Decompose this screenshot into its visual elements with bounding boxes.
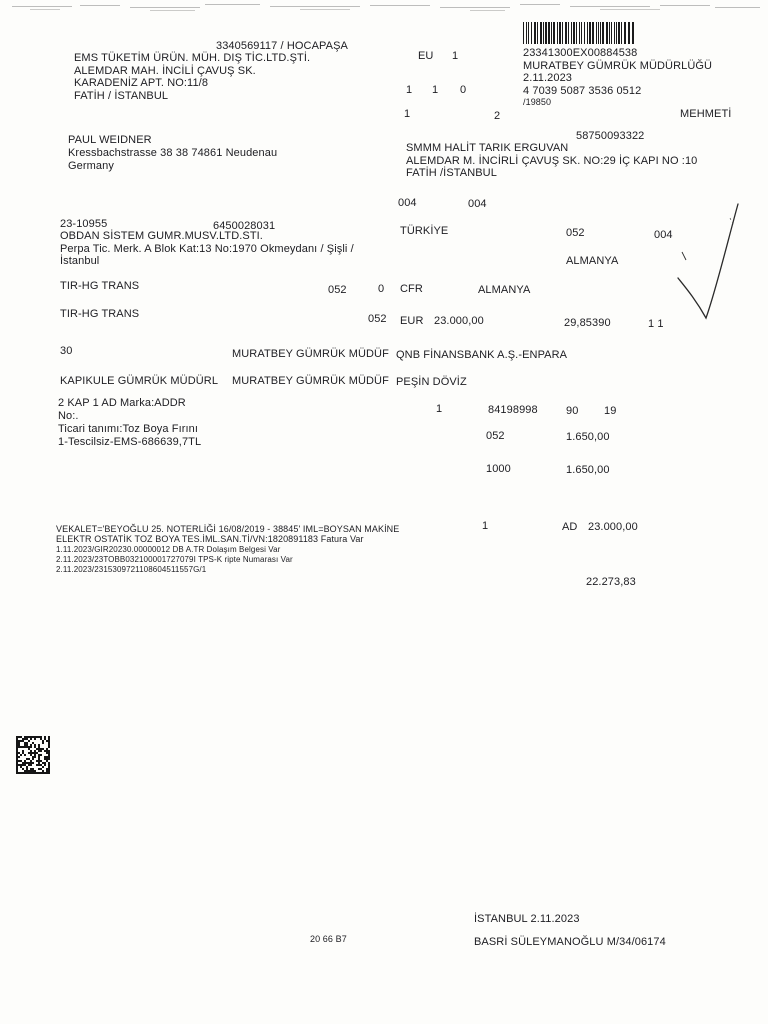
declarant-name: SMMM HALİT TARIK ERGUVAN [406,142,569,154]
goods-number: No:. [58,410,79,422]
item-value: 23.000,00 [588,521,638,533]
transport-identity-2: TIR-HG TRANS [60,308,140,320]
representative-address-2: İstanbul [60,255,100,267]
declaration-type-number: 1 [452,50,459,62]
hs-code: 84198998 [488,404,538,416]
declarant-tax-number: 58750093322 [576,130,645,142]
hs-extension-1: 90 [566,405,579,417]
item-number: 1 [436,403,443,415]
declarant-short: MEHMETİ [680,108,732,120]
documents-line-2: ELEKTR OSTATİK TOZ BOYA TES.İML.SAN.Tİ/VN:1820891183 Fatura Var [56,534,364,544]
declarant-address: ALEMDAR M. İNCİRLİ ÇAVUŞ SK. NO:29 İÇ KAPI NO :10 [406,155,698,167]
gross-mass: 1.650,00 [566,431,610,443]
invoice-total: 23.000,00 [434,315,484,327]
office-of-exit-2: KAPIKULE GÜMRÜK MÜDÜRL [60,375,219,387]
transaction-nature: 1 1 [648,318,664,330]
place-and-date: İSTANBUL 2.11.2023 [474,913,580,925]
invoice-currency: EUR [400,315,424,327]
documents-line-3: 1.11.2023/GIR20230.00000012 DB A.TR Dolaşım Belgesi Var [56,545,281,554]
exporter-ref: 3340569117 / HOCAPAŞA [216,40,348,52]
consignee-address: Kressbachstrasse 38 38 74861 Neudenau [68,147,278,159]
datamatrix-icon [16,736,50,774]
incoterm: CFR [400,283,423,295]
origin-code: 052 [486,430,505,442]
checkmark-icon [672,200,742,330]
representative-tax-number: 6450028031 [213,220,276,232]
goods-registration: 1-Tescilsiz-EMS-686639,7TL [58,436,202,448]
exporter-city: FATİH / İSTANBUL [74,90,169,102]
exporter-name: EMS TÜKETİM ÜRÜN. MÜH. DIŞ TİC.LTD.ŞTİ. [74,52,311,64]
goods-marks: 2 KAP 1 AD Marka:ADDR [58,397,186,409]
documents-line-5: 2.11.2023/2315309721108604511557G/1 [56,565,207,574]
transport-mode-border: 30 [60,345,73,357]
registration-number: 23341300EX00884538 [523,47,638,59]
scan-noise [0,0,768,14]
goods-description: Ticari tanımı:Toz Boya Fırını [58,423,199,435]
registration-sub: /19850 [523,97,552,107]
supplementary-units: 1 [482,520,489,532]
exporter-address-1: ALEMDAR MAH. İNCİLİ ÇAVUŞ SK. [74,65,256,77]
net-mass: 1.650,00 [566,464,610,476]
transport-identity-1: TIR-HG TRANS [60,280,140,292]
code-b: 004 [468,198,487,210]
payment-method: PEŞİN DÖVİZ [396,376,467,388]
forms-count-1: 1 [406,84,413,96]
customs-office: MURATBEY GÜMRÜK MÜDÜRLÜĞÜ [523,60,713,72]
bank-name: QNB FİNANSBANK A.Ş.-ENPARA [396,349,568,361]
procedure-code: 1000 [486,463,511,475]
supplementary-unit-type: AD [562,521,578,533]
office-of-entry: MURATBEY GÜMRÜK MÜDÜF [232,375,389,387]
representative-address-1: Perpa Tic. Merk. A Blok Kat:13 No:1970 Okmeydanı / Şişli / [60,243,354,255]
documents-line-1: VEKALET='BEYOĞLU 25. NOTERLİĞİ 16/08/2019 - 38845' IML=BOYSAN MAKİNE [56,524,400,534]
forms-count-3: 0 [460,84,467,96]
registration-line: 4 7039 5087 3536 0512 [523,85,642,97]
representative-number: 23-10955 [60,218,108,230]
declaration-type: EU [418,50,434,62]
consignee-country: Germany [68,160,114,172]
incoterm-place: ALMANYA [478,284,531,296]
destination-code: 004 [654,229,673,241]
office-of-exit: MURATBEY GÜMRÜK MÜDÜF [232,348,389,360]
transport-nationality-2: 052 [368,313,387,325]
consignee-name: PAUL WEIDNER [68,134,152,146]
destination-country: ALMANYA [566,255,619,267]
barcode-icon [522,22,638,44]
forms-count-2: 1 [432,84,439,96]
statistical-value: 22.273,83 [586,576,636,588]
dispatch-country: TÜRKİYE [400,225,449,237]
items-count-2: 2 [494,110,501,122]
signatory: BASRİ SÜLEYMANOĞLU M/34/06174 [474,936,666,948]
footer-code: 20 66 B7 [310,934,347,944]
code-a: 004 [398,197,417,209]
documents-line-4: 2.11.2023/23TOBB032100001727079I TPS-K ripte Numarası Var [56,555,293,564]
representative-name: OBDAN SİSTEM GUMR.MUSV.LTD.STI. [60,230,263,242]
items-count-1: 1 [404,108,411,120]
exporter-address-2: KARADENİZ APT. NO:11/8 [74,77,209,89]
registration-date: 2.11.2023 [523,72,573,84]
declarant-city: FATİH /İSTANBUL [406,167,497,179]
transport-nationality-1: 052 [328,284,347,296]
container-flag: 0 [378,283,385,295]
dispatch-code: 052 [566,227,585,239]
hs-extension-2: 19 [604,405,617,417]
exchange-rate: 29,85390 [564,317,611,329]
